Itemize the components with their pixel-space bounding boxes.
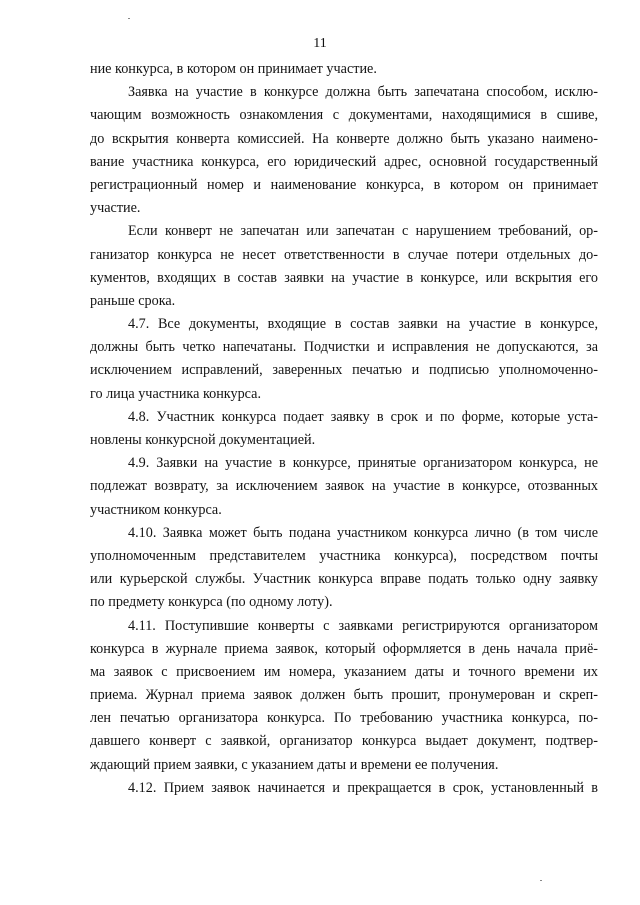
text-line: 4.8. Участник конкурса подает заявку в срок и по форме, которые уста- — [128, 408, 598, 425]
document-body — [90, 58, 598, 800]
text-line: раньше срока. — [90, 292, 176, 309]
text-line: ганизатор конкурса не несет ответственности в случае потери отдельных до- — [90, 246, 598, 263]
text-line: чающим возможность ознакомления с документами, находящимися в сшиве, — [90, 107, 598, 124]
text-line: подлежат возврату, за исключением заявок на участие в конкурсе, отозванных — [90, 478, 598, 495]
scan-speck — [540, 880, 542, 881]
text-line: участником конкурса. — [90, 501, 222, 518]
text-line: приема. Журнал приема заявок должен быть прошит, пронумерован и скреп- — [90, 687, 598, 704]
text-line: новлены конкурсной документацией. — [90, 432, 316, 448]
page-number: 11 — [313, 36, 327, 51]
text-line: конкурса в журнале приема заявок, который оформляется в день начала приё- — [90, 640, 598, 657]
text-line: лен печатью организатора конкурса. По требованию участника конкурса, по- — [90, 710, 598, 727]
text-line: Если конверт не запечатан или запечатан с нарушением требований, ор- — [128, 223, 598, 240]
text-line: участие. — [90, 200, 141, 217]
text-line: го лица участника конкурса. — [90, 385, 261, 402]
text-line: регистрационный номер и наименование конкурса, в котором он принимает — [90, 176, 598, 193]
text-line: 4.7. Все документы, входящие в состав заявки на участие в конкурсе, — [128, 316, 598, 333]
text-line: 4.10. Заявка может быть подана участником конкурса лично (в том числе — [128, 524, 598, 541]
text-line: кументов, входящих в состав заявки на участие в конкурсе, или вскрытия его — [90, 269, 598, 286]
scan-speck — [128, 18, 130, 19]
text-line: или курьерской службы. Участник конкурса вправе подать только одну заявку — [90, 571, 598, 588]
text-line: вание участника конкурса, его юридический адрес, основной государственный — [90, 153, 598, 170]
text-line: давшего конверт с заявкой, организатор конкурса выдает документ, подтвер- — [90, 733, 598, 750]
text-line: до вскрытия конверта комиссией. На конверте должно быть указано наимено- — [90, 130, 598, 147]
text-line: 4.11. Поступившие конверты с заявками регистрируются организатором — [128, 617, 598, 634]
text-line: 4.9. Заявки на участие в конкурсе, принятые организатором конкурса, не — [128, 455, 598, 472]
text-line: исключением исправлений, заверенных печатью и подписью уполномоченно- — [90, 362, 598, 379]
text-line: ма заявок с присвоением им номера, указанием даты и точного времени их — [90, 663, 598, 680]
text-line: должны быть четко напечатаны. Подчистки и исправления не допускаются, за — [90, 339, 598, 356]
text-line: 4.12. Прием заявок начинается и прекращается в срок, установленный в — [128, 779, 598, 796]
text-line: ждающий прием заявки, с указанием даты и времени ее получения. — [90, 756, 499, 773]
text-line: ние конкурса, в котором он принимает участие. — [90, 61, 377, 77]
text-line: Заявка на участие в конкурсе должна быть запечатана способом, исклю- — [128, 84, 598, 101]
text-line: уполномоченным представителем участника конкурса), посредством почты — [90, 547, 598, 564]
text-line: по предмету конкурса (по одному лоту). — [90, 594, 333, 611]
